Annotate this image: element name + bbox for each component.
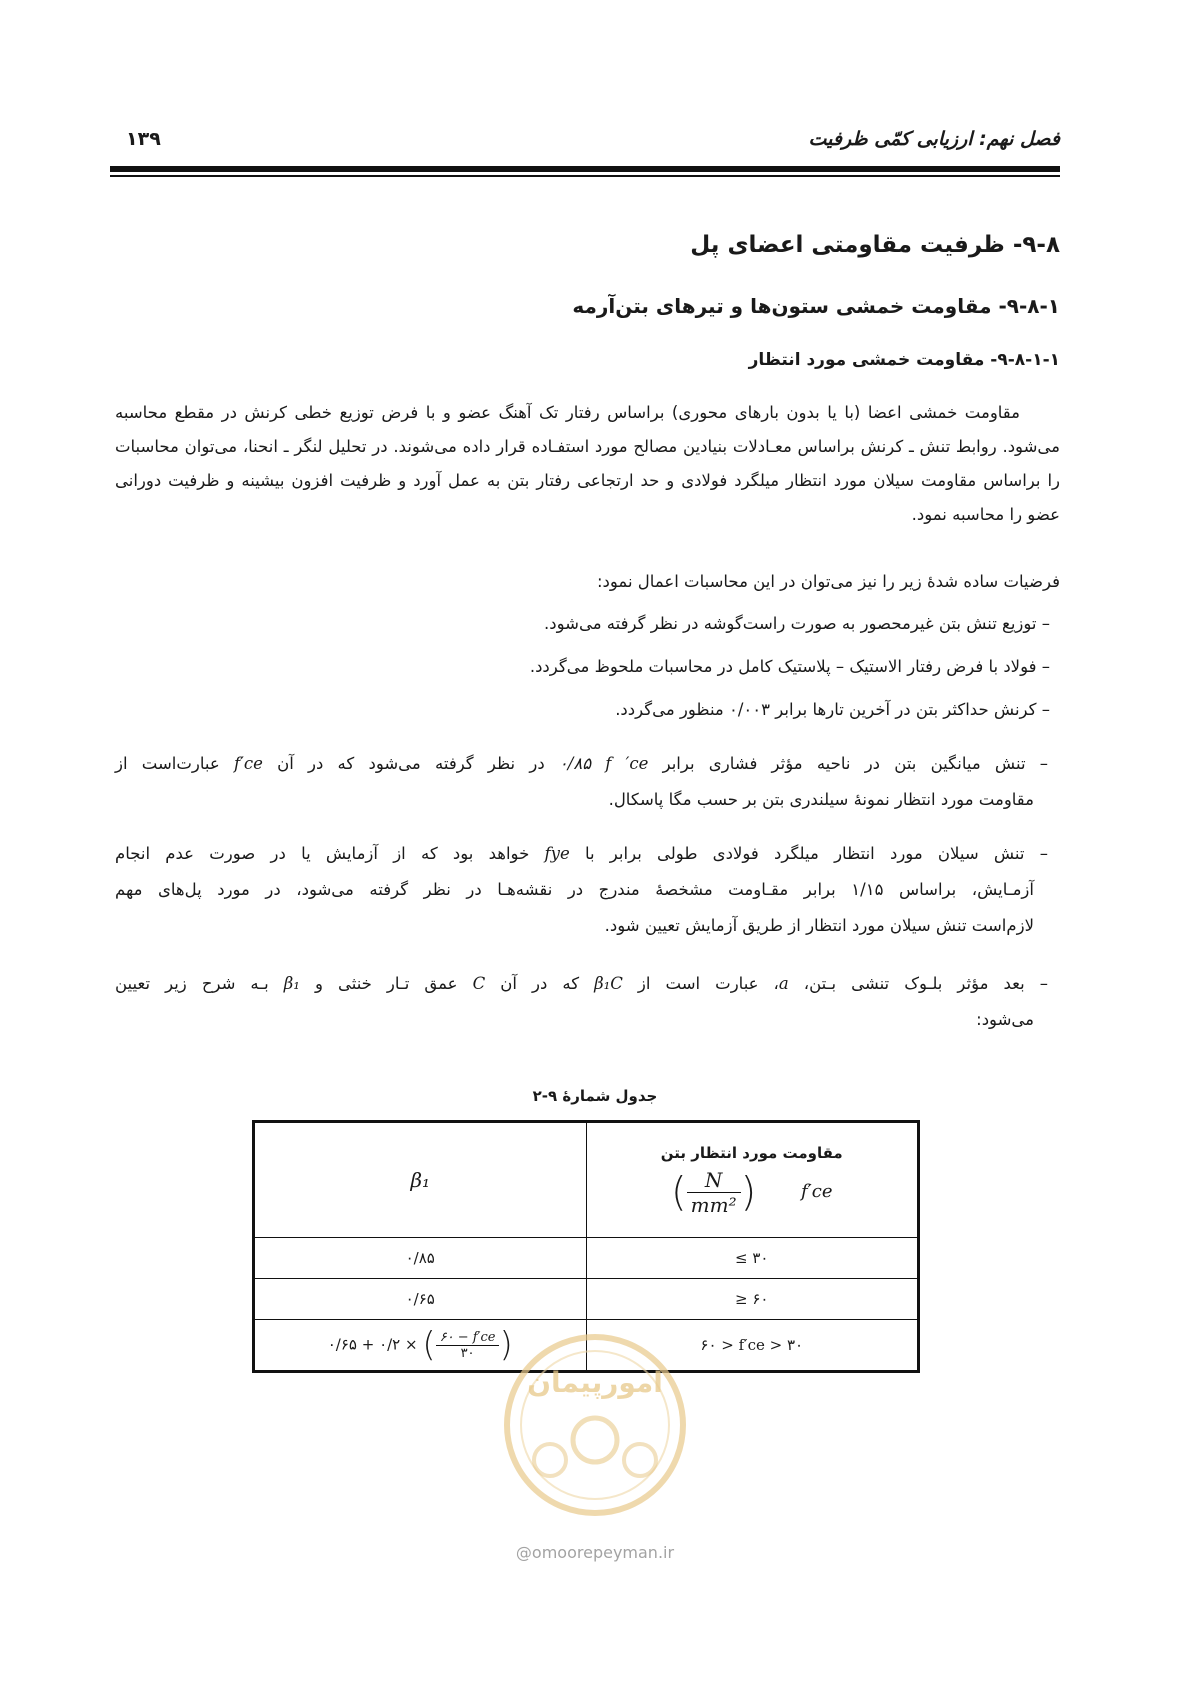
page-number: ۱۳۹	[126, 128, 161, 150]
formula-085fce: ۰/۸۵ f ′ce	[558, 754, 649, 773]
header-rule-thin	[110, 175, 1060, 177]
symbol-c: C	[472, 974, 486, 993]
bullet-continuation: مقاومت مورد انتظار نمونهٔ سیلندری بتن بر حسب مگا پاسکال.	[608, 790, 1034, 809]
watermark-logo	[500, 1330, 690, 1520]
header-strength-title: مقاومت مورد انتظار بتن	[660, 1143, 843, 1162]
formula-prefix: ۰/۶۵ + ۰/۲ ×	[327, 1335, 418, 1354]
bullet-yield-stress	[115, 836, 1060, 944]
bullet-text: ، عبارت است از	[637, 974, 779, 993]
cell-beta: ۰/۸۵	[254, 1238, 587, 1279]
header-strength-unit: ( $\frac{N}{\text{mm²}}$ ) f′ce	[671, 1167, 833, 1217]
table-row	[254, 1279, 919, 1320]
assumptions-intro: فرضیات ساده شدهٔ زیر را نیز می‌توان در این محاسبات اعمال نمود:	[597, 572, 1060, 591]
bullet-text: خواهد بود که از آزمایش یا در صورت عدم انجام	[115, 844, 530, 863]
bullet-continuation: لازم‌است تنش سیلان مورد انتظار از طریق آزمایش تعیین شود.	[604, 916, 1034, 935]
symbol-fye: fye	[544, 844, 570, 863]
bullet-stress-block	[115, 966, 1060, 1038]
bullet-continuation: می‌شود:	[976, 1010, 1034, 1029]
watermark-logo-text: امورپیمان	[527, 1366, 663, 1399]
unit-numerator: N	[687, 1168, 741, 1193]
cell-beta: ۰/۶۵	[254, 1279, 587, 1320]
beta-symbol: β₁	[410, 1168, 431, 1192]
body-paragraph: مقاومت خمشی اعضا (با یا بدون بارهای محوری) براساس رفتار تک آهنگ عضو و با فرض توزیع خطی کرنش در مقطع محاسبه می‌شود. روابط تنش ـ کرنش براساس معـادلات بنیادین مصالح مورد استفـاده قرار داده می‌شوند. در تحلیل لنگر ـ انحنا، می‌توان محاسبات را براساس مقاومت سیلان مورد انتظار میلگرد فولادی و حد ارتجاعی رفتار بتن به عمل آورد و ظرفیت افزون بیشینه و ظرفیت دورانی عضو را محاسبه نمود.	[115, 403, 1060, 524]
bullet-text: – بعد مؤثر بلـوک تنشی بـتن،	[803, 974, 1049, 993]
bullet-average-stress	[115, 746, 1060, 818]
bullet-steel-behavior: – فولاد با فرض رفتار الاستیک – پلاستیک کامل در محاسبات ملحوظ می‌گردد.	[529, 657, 1050, 676]
formula-numerator: ۶۰ − f′ce	[436, 1330, 500, 1346]
bullet-text: – تنش میانگین بتن در ناحیه مؤثر فشاری برابر	[662, 754, 1049, 773]
header-beta	[254, 1122, 587, 1238]
table-caption: جدول شمارهٔ ۹-۲	[532, 1087, 658, 1105]
symbol-fce: f′ce	[233, 754, 263, 773]
chapter-title: فصل نهم: ارزیابی کمّی ظرفیت	[808, 128, 1060, 150]
table-header-row	[254, 1122, 919, 1238]
bullet-text: عبارت‌است از	[115, 754, 220, 773]
cell-beta-formula: ۰/۶۵ + ۰/۲ × ( $\frac{۶۰ - f'ce}{۳۰}$ )	[254, 1320, 587, 1372]
subsection-heading: ۹-۸-۱- مقاومت خمشی ستون‌ها و تیرهای بتن‌آرمه	[572, 294, 1060, 318]
bullet-continuation: آزمـایش، براساس ۱/۱۵ برابر مقـاومت مشخصهٔ مندرج در نقشه‌هـا در نظر گرفته می‌شود، در مورد پل‌های مهم	[115, 880, 1034, 899]
symbol-beta1: β₁	[283, 974, 300, 993]
cell-strength: ≥ ۶۰	[586, 1279, 919, 1320]
bullet-text: – تنش سیلان مورد انتظار میلگرد فولادی طولی برابر با	[584, 844, 1048, 863]
bullet-text: در نظر گرفته می‌شود که در آن	[277, 754, 545, 773]
bullet-text: بـه شرح زیر تعیین	[115, 974, 269, 993]
bullet-stress-distribution: – توزیع تنش بتن غیرمحصور به صورت راست‌گوشه در نظر گرفته می‌شود.	[544, 614, 1050, 633]
cell-strength: ۶۰ > f′ce > ۳۰	[586, 1320, 919, 1372]
bullet-text: که در آن	[500, 974, 580, 993]
section-heading: ۹-۸- ظرفیت مقاومتی اعضای پل	[690, 232, 1060, 258]
watermark-url: @omoorepeyman.ir	[515, 1543, 675, 1562]
bullet-max-strain: – کرنش حداکثر بتن در آخرین تارها برابر ۰/۰۰۳ منظور می‌گردد.	[615, 700, 1050, 719]
symbol-a: a	[778, 974, 789, 993]
symbol-beta1c: β₁C	[594, 974, 623, 993]
fce-symbol: f′ce	[800, 1180, 833, 1202]
table-row	[254, 1238, 919, 1279]
unit-denominator: mm²	[690, 1192, 737, 1217]
bullet-text: عمق تـار خنثی و	[314, 974, 458, 993]
formula-denominator: ۳۰	[460, 1345, 475, 1361]
subsubsection-heading: ۹-۸-۱-۱- مقاومت خمشی مورد انتظار	[748, 350, 1060, 370]
header-rule-thick	[110, 166, 1060, 172]
cell-strength: ≤ ۳۰	[586, 1238, 919, 1279]
header-strength	[586, 1122, 919, 1238]
